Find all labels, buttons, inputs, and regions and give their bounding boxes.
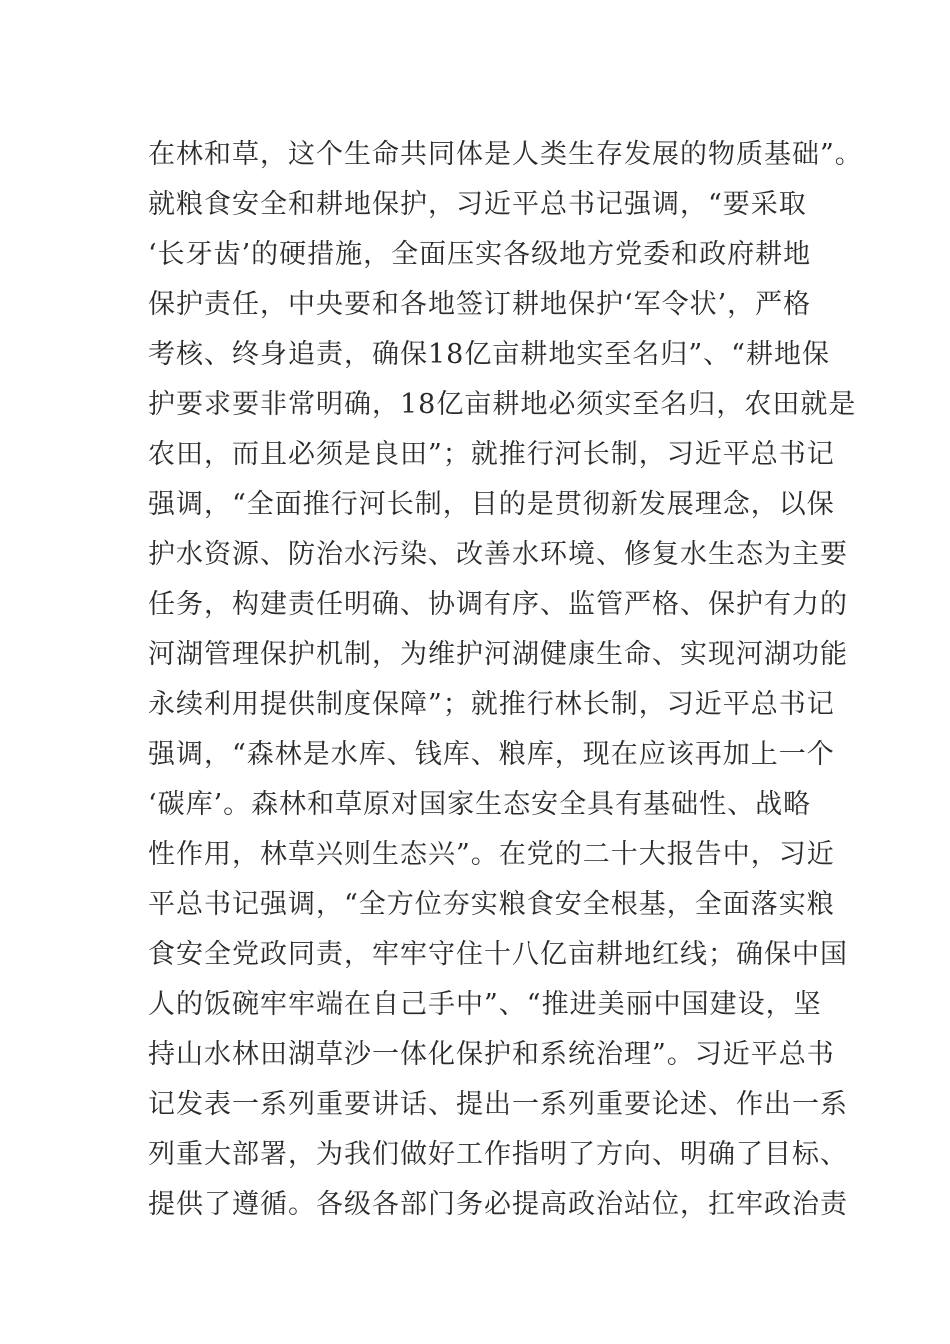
text-line: 护水资源、防治水污染、改善水环境、修复水生态为主要 — [148, 539, 848, 570]
text-line: 就粮食安全和耕地保护，习近平总书记强调，“要采取 — [148, 189, 807, 220]
text-line: 平总书记强调，“全方位夯实粮食安全根基，全面落实粮 — [148, 889, 835, 920]
text-line: 食安全党政同责，牢牢守住十八亿亩耕地红线；确保中国 — [148, 939, 848, 970]
body-text — [148, 130, 863, 1230]
text-line: 记发表一系列重要讲话、提出一系列重要论述、作出一系 — [148, 1089, 848, 1120]
text-line: 护要求要非常明确，18亿亩耕地必须实至名归，农田就是 — [148, 389, 857, 420]
text-line: 强调，“森林是水库、钱库、粮库，现在应该再加上一个 — [148, 739, 835, 770]
text-line: 强调，“全面推行河长制，目的是贯彻新发展理念，以保 — [148, 489, 835, 520]
text-line: 人的饭碗牢牢端在自己手中”、“推进美丽中国建设，坚 — [148, 989, 822, 1020]
text-line: ‘碳库’。森林和草原对国家生态安全具有基础性、战略 — [148, 789, 812, 820]
text-line: 保护责任，中央要和各地签订耕地保护‘军令状’，严格 — [148, 289, 812, 320]
text-line: 任务，构建责任明确、协调有序、监管严格、保护有力的 — [148, 589, 848, 620]
text-line: ‘长牙齿’的硬措施，全面压实各级地方党委和政府耕地 — [148, 239, 812, 270]
text-line: 列重大部署，为我们做好工作指明了方向、明确了目标、 — [148, 1139, 848, 1170]
text-line: 农田，而且必须是良田”；就推行河长制，习近平总书记 — [148, 439, 835, 470]
text-line: 永续利用提供制度保障”；就推行林长制，习近平总书记 — [148, 689, 835, 720]
text-line: 河湖管理保护机制，为维护河湖健康生命、实现河湖功能 — [148, 639, 848, 670]
text-line: 性作用，林草兴则生态兴”。在党的二十大报告中，习近 — [148, 839, 835, 870]
text-line: 持山水林田湖草沙一体化保护和系统治理”。习近平总书 — [148, 1039, 835, 1070]
text-line: 提供了遵循。各级各部门务必提高政治站位，扛牢政治责 — [148, 1189, 848, 1220]
text-line: 考核、终身追责，确保18亿亩耕地实至名归”、“耕地保 — [148, 339, 830, 370]
text-line: 在林和草，这个生命共同体是人类生存发展的物质基础”。 — [148, 139, 863, 170]
